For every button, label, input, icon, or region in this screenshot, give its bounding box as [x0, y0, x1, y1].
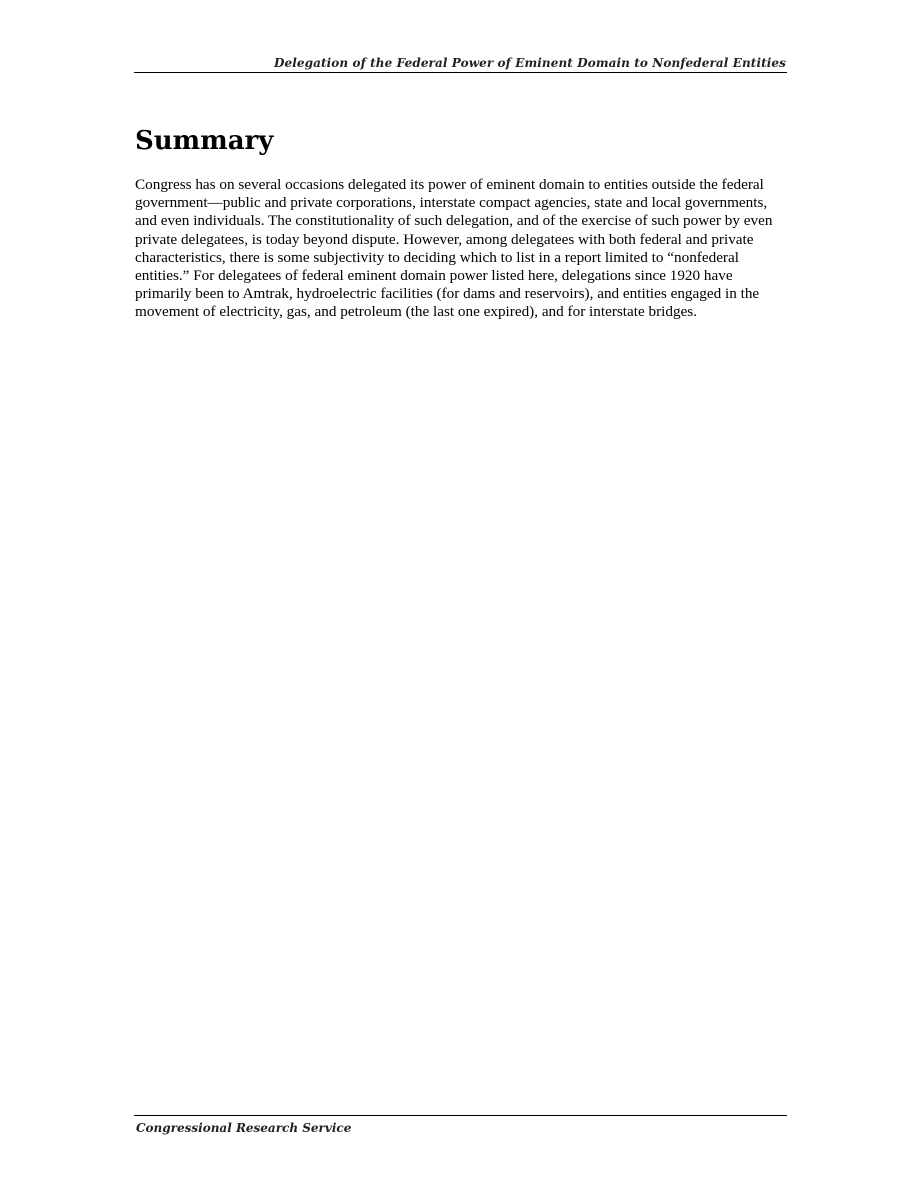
- summary-paragraph: Congress has on several occasions delegated its power of eminent domain to entities outside the federal government—public and private corporations, interstate compact agencies, state and local governments, and even individuals. The constitutionality of such delegation, and of the exercise of such power by even private delegatees, is today beyond dispute. However, among delegatees with both federal and private characteristics, there is some subjectivity to deciding which to list in a report limited to “nonfederal entities.” For delegatees of federal eminent domain power listed here, delegations since 1920 have primarily been to Amtrak, hydroelectric facilities (for dams and reservoirs), and entities engaged in the movement of electricity, gas, and petroleum (the last one expired), and for interstate bridges.: [135, 176, 773, 321]
- header-divider: [134, 72, 787, 73]
- footer-divider: [134, 1115, 787, 1116]
- section-title: Summary: [135, 126, 274, 156]
- footer-organization: Congressional Research Service: [136, 1121, 352, 1135]
- running-header-title: Delegation of the Federal Power of Eminent Domain to Nonfederal Entities: [274, 56, 786, 70]
